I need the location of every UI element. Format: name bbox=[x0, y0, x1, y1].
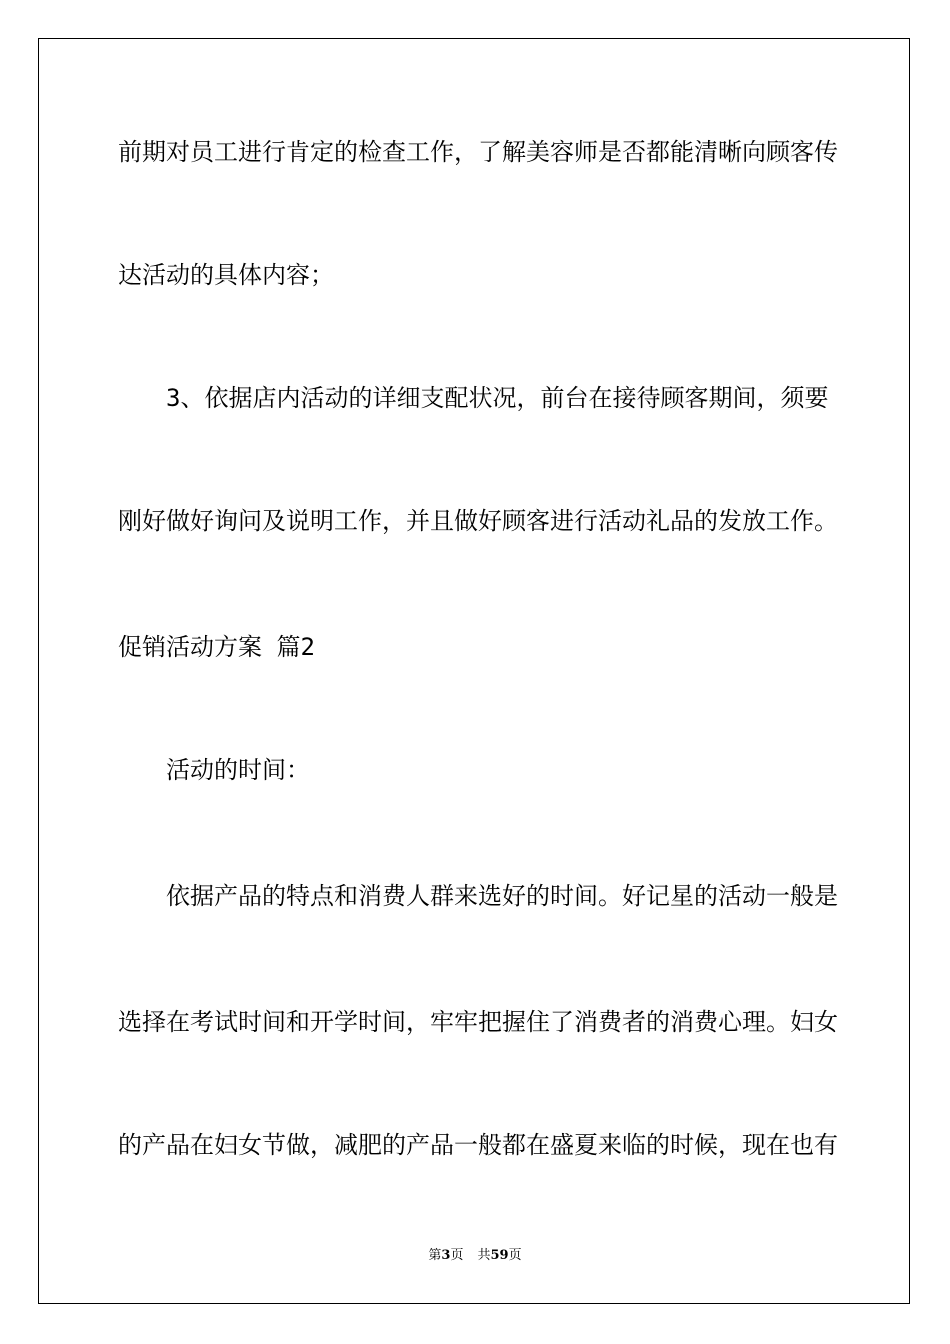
body-text-line-4: 刚好做好询问及说明工作，并且做好顾客进行活动礼品的发放工作。 bbox=[118, 507, 838, 535]
page-border bbox=[38, 38, 910, 1304]
page-footer bbox=[0, 1248, 950, 1264]
page-suffix: 页 bbox=[450, 1248, 464, 1263]
page-number: 3 bbox=[441, 1248, 451, 1263]
total-suffix: 页 bbox=[508, 1248, 522, 1263]
section-heading: 促销活动方案 篇2 bbox=[118, 633, 315, 661]
body-text-line-2: 达活动的具体内容； bbox=[118, 261, 334, 289]
body-text-line-3: 3、依据店内活动的详细支配状况，前台在接待顾客期间，须要 bbox=[166, 384, 829, 412]
total-prefix: 共 bbox=[477, 1248, 491, 1263]
total-pages: 59 bbox=[490, 1248, 509, 1263]
body-text-line-6: 依据产品的特点和消费人群来选好的时间。好记星的活动一般是 bbox=[166, 882, 838, 910]
body-text-line-5: 活动的时间： bbox=[166, 756, 310, 784]
body-text-line-7: 选择在考试时间和开学时间，牢牢把握住了消费者的消费心理。妇女 bbox=[118, 1008, 838, 1036]
body-text-line-1: 前期对员工进行肯定的检查工作，了解美容师是否都能清晰向顾客传 bbox=[118, 138, 838, 166]
page-prefix: 第 bbox=[428, 1248, 442, 1263]
body-text-line-8: 的产品在妇女节做，减肥的产品一般都在盛夏来临的时候，现在也有 bbox=[118, 1131, 838, 1159]
